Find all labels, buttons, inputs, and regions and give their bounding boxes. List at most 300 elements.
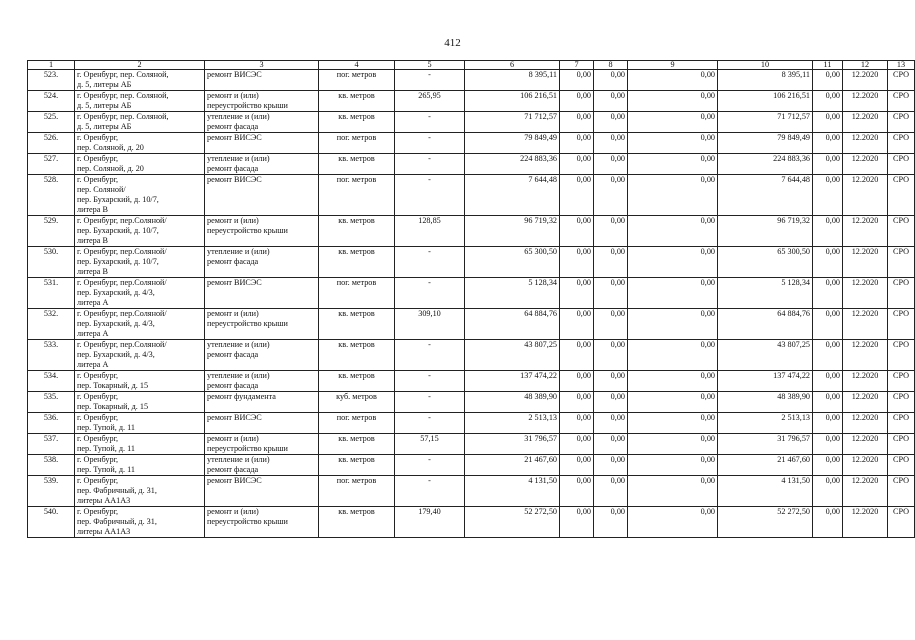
cost-cell-7: 0,00 <box>560 112 594 133</box>
cost-cell-10: 106 216,51 <box>718 91 813 112</box>
table-row <box>28 175 915 216</box>
address-cell-line: пер. Бухарский, д. 4/3, <box>77 319 155 328</box>
quantity-cell: - <box>395 133 465 154</box>
cost-cell-11: 0,00 <box>813 476 843 507</box>
work-type-cell <box>205 278 319 309</box>
work-type-cell-line: утепление и (или) <box>207 340 270 349</box>
row-number: 524. <box>28 91 75 112</box>
completion-date-cell: 12.2020 <box>843 278 888 309</box>
quantity-cell: 128,85 <box>395 216 465 247</box>
quantity-cell: - <box>395 278 465 309</box>
work-type-cell-line: ремонт и (или) <box>207 507 259 516</box>
work-type-cell-line: утепление и (или) <box>207 154 270 163</box>
column-header: 7 <box>560 61 594 70</box>
quantity-cell: - <box>395 112 465 133</box>
cost-cell-9: 0,00 <box>628 413 718 434</box>
cost-cell-10: 52 272,50 <box>718 507 813 538</box>
work-type-cell-line: утепление и (или) <box>207 455 270 464</box>
cost-cell-7: 0,00 <box>560 154 594 175</box>
address-cell-line: г. Оренбург, пер.Соляной/ <box>77 278 167 287</box>
address-cell-line: литеры АА1А3 <box>77 496 131 505</box>
cost-cell-7: 0,00 <box>560 309 594 340</box>
source-cell: СРО <box>888 434 915 455</box>
cost-cell-9: 0,00 <box>628 434 718 455</box>
completion-date-cell: 12.2020 <box>843 434 888 455</box>
total-cost-cell: 48 389,90 <box>465 392 560 413</box>
row-number: 531. <box>28 278 75 309</box>
work-type-cell-line: ремонт ВИСЭС <box>207 476 262 485</box>
cost-cell-7: 0,00 <box>560 413 594 434</box>
cost-cell-8: 0,00 <box>594 216 628 247</box>
source-cell: СРО <box>888 340 915 371</box>
unit-cell: кв. метров <box>319 455 395 476</box>
cost-cell-10: 4 131,50 <box>718 476 813 507</box>
work-type-cell <box>205 70 319 91</box>
address-cell-line: пер. Токарный, д. 15 <box>77 381 149 390</box>
total-cost-cell: 65 300,50 <box>465 247 560 278</box>
cost-cell-10: 64 884,76 <box>718 309 813 340</box>
quantity-cell: - <box>395 371 465 392</box>
address-cell-line: литера А <box>77 360 109 369</box>
work-type-cell <box>205 112 319 133</box>
work-type-cell-line: ремонт фасада <box>207 257 259 266</box>
cost-cell-9: 0,00 <box>628 112 718 133</box>
unit-cell: пог. метров <box>319 70 395 91</box>
quantity-cell: 265,95 <box>395 91 465 112</box>
address-cell-line: литера А <box>77 298 109 307</box>
address-cell-line: г. Оренбург, <box>77 413 119 422</box>
cost-cell-10: 137 474,22 <box>718 371 813 392</box>
address-cell-line: г. Оренбург, пер. Соляной, <box>77 112 169 121</box>
work-type-cell-line: ремонт ВИСЭС <box>207 413 262 422</box>
address-cell-line: пер. Фабричный, д. 31, <box>77 486 157 495</box>
row-number: 539. <box>28 476 75 507</box>
work-type-cell <box>205 175 319 216</box>
work-type-cell <box>205 392 319 413</box>
cost-cell-10: 5 128,34 <box>718 278 813 309</box>
address-cell-line: г. Оренбург, пер. Соляной, <box>77 91 169 100</box>
table-row <box>28 247 915 278</box>
cost-cell-11: 0,00 <box>813 175 843 216</box>
source-cell: СРО <box>888 216 915 247</box>
cost-cell-8: 0,00 <box>594 476 628 507</box>
table-row <box>28 278 915 309</box>
row-number: 535. <box>28 392 75 413</box>
column-header: 6 <box>465 61 560 70</box>
address-cell-line: г. Оренбург, <box>77 371 119 380</box>
address-cell-line: пер. Бухарский, д. 4/3, <box>77 350 155 359</box>
table-row <box>28 413 915 434</box>
cost-cell-9: 0,00 <box>628 309 718 340</box>
cost-cell-11: 0,00 <box>813 413 843 434</box>
cost-cell-8: 0,00 <box>594 340 628 371</box>
cost-cell-9: 0,00 <box>628 476 718 507</box>
cost-cell-9: 0,00 <box>628 371 718 392</box>
address-cell-line: пер. Тупой, д. 11 <box>77 465 135 474</box>
completion-date-cell: 12.2020 <box>843 91 888 112</box>
cost-cell-7: 0,00 <box>560 133 594 154</box>
cost-cell-7: 0,00 <box>560 371 594 392</box>
work-type-cell-line: ремонт ВИСЭС <box>207 133 262 142</box>
work-type-cell-line: ремонт и (или) <box>207 434 259 443</box>
cost-cell-8: 0,00 <box>594 371 628 392</box>
address-cell-line: д. 5, литеры АБ <box>77 122 132 131</box>
unit-cell: кв. метров <box>319 112 395 133</box>
table-row <box>28 392 915 413</box>
address-cell <box>75 112 205 133</box>
address-cell-line: литера В <box>77 236 108 245</box>
column-header: 5 <box>395 61 465 70</box>
cost-cell-8: 0,00 <box>594 154 628 175</box>
work-type-cell <box>205 340 319 371</box>
row-number: 523. <box>28 70 75 91</box>
table-body <box>28 70 915 538</box>
total-cost-cell: 31 796,57 <box>465 434 560 455</box>
cost-cell-10: 65 300,50 <box>718 247 813 278</box>
address-cell-line: пер. Бухарский, д. 10/7, <box>77 226 159 235</box>
completion-date-cell: 12.2020 <box>843 455 888 476</box>
source-cell: СРО <box>888 154 915 175</box>
address-cell <box>75 70 205 91</box>
address-cell-line: г. Оренбург, <box>77 476 119 485</box>
address-cell-line: г. Оренбург, <box>77 133 119 142</box>
unit-cell: кв. метров <box>319 154 395 175</box>
work-type-cell <box>205 507 319 538</box>
address-cell-line: д. 5, литеры АБ <box>77 101 132 110</box>
quantity-cell: 179,40 <box>395 507 465 538</box>
cost-cell-10: 21 467,60 <box>718 455 813 476</box>
completion-date-cell: 12.2020 <box>843 340 888 371</box>
total-cost-cell: 21 467,60 <box>465 455 560 476</box>
unit-cell: пог. метров <box>319 278 395 309</box>
address-cell <box>75 371 205 392</box>
address-cell <box>75 91 205 112</box>
total-cost-cell: 64 884,76 <box>465 309 560 340</box>
address-cell-line: пер. Токарный, д. 15 <box>77 402 149 411</box>
row-number: 528. <box>28 175 75 216</box>
work-type-cell-line: ремонт ВИСЭС <box>207 175 262 184</box>
work-type-cell-line: ремонт фундамента <box>207 392 276 401</box>
completion-date-cell: 12.2020 <box>843 392 888 413</box>
cost-cell-10: 48 389,90 <box>718 392 813 413</box>
source-cell: СРО <box>888 507 915 538</box>
address-cell <box>75 507 205 538</box>
column-number-row <box>28 61 915 70</box>
table-row <box>28 133 915 154</box>
cost-cell-9: 0,00 <box>628 154 718 175</box>
cost-cell-9: 0,00 <box>628 70 718 91</box>
address-cell <box>75 175 205 216</box>
cost-cell-8: 0,00 <box>594 413 628 434</box>
cost-cell-7: 0,00 <box>560 175 594 216</box>
completion-date-cell: 12.2020 <box>843 247 888 278</box>
row-number: 538. <box>28 455 75 476</box>
cost-cell-11: 0,00 <box>813 216 843 247</box>
cost-cell-11: 0,00 <box>813 309 843 340</box>
row-number: 527. <box>28 154 75 175</box>
address-cell-line: г. Оренбург, <box>77 154 119 163</box>
work-type-cell <box>205 371 319 392</box>
work-type-cell <box>205 247 319 278</box>
address-cell <box>75 133 205 154</box>
total-cost-cell: 7 644,48 <box>465 175 560 216</box>
cost-cell-7: 0,00 <box>560 392 594 413</box>
unit-cell: пог. метров <box>319 413 395 434</box>
source-cell: СРО <box>888 476 915 507</box>
cost-cell-9: 0,00 <box>628 133 718 154</box>
cost-cell-9: 0,00 <box>628 507 718 538</box>
cost-cell-8: 0,00 <box>594 175 628 216</box>
cost-cell-7: 0,00 <box>560 340 594 371</box>
cost-cell-11: 0,00 <box>813 91 843 112</box>
column-header: 1 <box>28 61 75 70</box>
table-row <box>28 507 915 538</box>
address-cell <box>75 247 205 278</box>
cost-cell-7: 0,00 <box>560 476 594 507</box>
total-cost-cell: 52 272,50 <box>465 507 560 538</box>
total-cost-cell: 106 216,51 <box>465 91 560 112</box>
table-row <box>28 216 915 247</box>
cost-cell-8: 0,00 <box>594 392 628 413</box>
address-cell-line: г. Оренбург, пер.Соляной/ <box>77 216 167 225</box>
cost-cell-8: 0,00 <box>594 455 628 476</box>
total-cost-cell: 2 513,13 <box>465 413 560 434</box>
work-type-cell-line: ремонт фасада <box>207 164 259 173</box>
quantity-cell: - <box>395 175 465 216</box>
unit-cell: пог. метров <box>319 175 395 216</box>
column-header: 12 <box>843 61 888 70</box>
quantity-cell: 57,15 <box>395 434 465 455</box>
row-number: 540. <box>28 507 75 538</box>
row-number: 534. <box>28 371 75 392</box>
address-cell-line: г. Оренбург, <box>77 392 119 401</box>
column-header: 8 <box>594 61 628 70</box>
address-cell-line: г. Оренбург, <box>77 175 119 184</box>
address-cell-line: пер. Бухарский, д. 10/7, <box>77 257 159 266</box>
work-type-cell-line: переустройство крыши <box>207 101 288 110</box>
address-cell-line: пер. Бухарский, д. 4/3, <box>77 288 155 297</box>
table-row <box>28 154 915 175</box>
completion-date-cell: 12.2020 <box>843 112 888 133</box>
table-row <box>28 371 915 392</box>
column-header: 4 <box>319 61 395 70</box>
work-type-cell-line: переустройство крыши <box>207 517 288 526</box>
work-type-cell-line: утепление и (или) <box>207 247 270 256</box>
unit-cell: кв. метров <box>319 434 395 455</box>
work-type-cell-line: ремонт фасада <box>207 350 259 359</box>
work-type-cell-line: ремонт фасада <box>207 381 259 390</box>
address-cell-line: пер. Тупой, д. 11 <box>77 444 135 453</box>
work-type-cell <box>205 216 319 247</box>
table-row <box>28 91 915 112</box>
work-type-cell <box>205 133 319 154</box>
quantity-cell: - <box>395 392 465 413</box>
unit-cell: куб. метров <box>319 392 395 413</box>
source-cell: СРО <box>888 133 915 154</box>
cost-cell-10: 96 719,32 <box>718 216 813 247</box>
cost-cell-7: 0,00 <box>560 70 594 91</box>
cost-cell-11: 0,00 <box>813 507 843 538</box>
completion-date-cell: 12.2020 <box>843 133 888 154</box>
address-cell <box>75 392 205 413</box>
cost-cell-7: 0,00 <box>560 278 594 309</box>
cost-cell-9: 0,00 <box>628 455 718 476</box>
unit-cell: кв. метров <box>319 309 395 340</box>
address-cell-line: литера В <box>77 267 108 276</box>
total-cost-cell: 8 395,11 <box>465 70 560 91</box>
total-cost-cell: 43 807,25 <box>465 340 560 371</box>
work-type-cell-line: утепление и (или) <box>207 112 270 121</box>
address-cell-line: пер. Фабричный, д. 31, <box>77 517 157 526</box>
total-cost-cell: 137 474,22 <box>465 371 560 392</box>
cost-cell-11: 0,00 <box>813 371 843 392</box>
source-cell: СРО <box>888 455 915 476</box>
address-cell <box>75 216 205 247</box>
table-row <box>28 455 915 476</box>
work-type-cell-line: утепление и (или) <box>207 371 270 380</box>
address-cell <box>75 434 205 455</box>
address-cell <box>75 455 205 476</box>
total-cost-cell: 71 712,57 <box>465 112 560 133</box>
unit-cell: кв. метров <box>319 247 395 278</box>
cost-cell-11: 0,00 <box>813 455 843 476</box>
cost-cell-7: 0,00 <box>560 507 594 538</box>
cost-cell-11: 0,00 <box>813 133 843 154</box>
row-number: 533. <box>28 340 75 371</box>
completion-date-cell: 12.2020 <box>843 70 888 91</box>
completion-date-cell: 12.2020 <box>843 413 888 434</box>
work-type-cell <box>205 413 319 434</box>
cost-cell-10: 7 644,48 <box>718 175 813 216</box>
cost-cell-11: 0,00 <box>813 70 843 91</box>
total-cost-cell: 79 849,49 <box>465 133 560 154</box>
cost-cell-11: 0,00 <box>813 278 843 309</box>
source-cell: СРО <box>888 309 915 340</box>
source-cell: СРО <box>888 112 915 133</box>
quantity-cell: - <box>395 413 465 434</box>
quantity-cell: - <box>395 340 465 371</box>
cost-cell-9: 0,00 <box>628 247 718 278</box>
unit-cell: пог. метров <box>319 133 395 154</box>
cost-cell-7: 0,00 <box>560 434 594 455</box>
repair-program-table <box>27 60 915 538</box>
column-header: 3 <box>205 61 319 70</box>
address-cell <box>75 309 205 340</box>
work-type-cell-line: ремонт фасада <box>207 122 259 131</box>
cost-cell-10: 2 513,13 <box>718 413 813 434</box>
cost-cell-8: 0,00 <box>594 278 628 309</box>
address-cell-line: г. Оренбург, пер.Соляной/ <box>77 247 167 256</box>
cost-cell-9: 0,00 <box>628 175 718 216</box>
address-cell-line: д. 5, литеры АБ <box>77 80 132 89</box>
work-type-cell-line: переустройство крыши <box>207 226 288 235</box>
cost-cell-7: 0,00 <box>560 216 594 247</box>
column-header: 10 <box>718 61 813 70</box>
source-cell: СРО <box>888 371 915 392</box>
address-cell-line: г. Оренбург, <box>77 434 119 443</box>
total-cost-cell: 224 883,36 <box>465 154 560 175</box>
work-type-cell-line: ремонт и (или) <box>207 91 259 100</box>
work-type-cell-line: ремонт ВИСЭС <box>207 278 262 287</box>
address-cell-line: литера В <box>77 205 108 214</box>
cost-cell-7: 0,00 <box>560 247 594 278</box>
cost-cell-11: 0,00 <box>813 154 843 175</box>
work-type-cell <box>205 455 319 476</box>
unit-cell: кв. метров <box>319 91 395 112</box>
quantity-cell: - <box>395 476 465 507</box>
page-number: 412 <box>444 37 461 49</box>
row-number: 526. <box>28 133 75 154</box>
source-cell: СРО <box>888 278 915 309</box>
cost-cell-8: 0,00 <box>594 91 628 112</box>
cost-cell-8: 0,00 <box>594 247 628 278</box>
address-cell <box>75 476 205 507</box>
cost-cell-9: 0,00 <box>628 278 718 309</box>
address-cell-line: пер. Тупой, д. 11 <box>77 423 135 432</box>
cost-cell-8: 0,00 <box>594 70 628 91</box>
column-header: 9 <box>628 61 718 70</box>
cost-cell-9: 0,00 <box>628 216 718 247</box>
address-cell-line: пер. Соляной, д. 20 <box>77 164 144 173</box>
quantity-cell: - <box>395 154 465 175</box>
source-cell: СРО <box>888 70 915 91</box>
cost-cell-9: 0,00 <box>628 340 718 371</box>
work-type-cell <box>205 91 319 112</box>
source-cell: СРО <box>888 247 915 278</box>
cost-cell-8: 0,00 <box>594 133 628 154</box>
cost-cell-10: 8 395,11 <box>718 70 813 91</box>
cost-cell-11: 0,00 <box>813 112 843 133</box>
table-row <box>28 476 915 507</box>
cost-cell-10: 224 883,36 <box>718 154 813 175</box>
completion-date-cell: 12.2020 <box>843 216 888 247</box>
quantity-cell: - <box>395 70 465 91</box>
unit-cell: кв. метров <box>319 507 395 538</box>
address-cell-line: пер. Бухарский, д. 10/7, <box>77 195 159 204</box>
source-cell: СРО <box>888 413 915 434</box>
work-type-cell <box>205 476 319 507</box>
address-cell <box>75 154 205 175</box>
completion-date-cell: 12.2020 <box>843 371 888 392</box>
cost-cell-9: 0,00 <box>628 392 718 413</box>
cost-cell-11: 0,00 <box>813 340 843 371</box>
cost-cell-11: 0,00 <box>813 247 843 278</box>
source-cell: СРО <box>888 91 915 112</box>
cost-cell-7: 0,00 <box>560 91 594 112</box>
table-row <box>28 434 915 455</box>
work-type-cell <box>205 434 319 455</box>
quantity-cell: - <box>395 247 465 278</box>
unit-cell: пог. метров <box>319 476 395 507</box>
unit-cell: кв. метров <box>319 371 395 392</box>
work-type-cell-line: ремонт ВИСЭС <box>207 70 262 79</box>
row-number: 532. <box>28 309 75 340</box>
address-cell-line: литеры АА1А3 <box>77 527 131 536</box>
row-number: 537. <box>28 434 75 455</box>
cost-cell-11: 0,00 <box>813 434 843 455</box>
address-cell <box>75 278 205 309</box>
cost-cell-8: 0,00 <box>594 507 628 538</box>
cost-cell-10: 43 807,25 <box>718 340 813 371</box>
cost-cell-8: 0,00 <box>594 309 628 340</box>
cost-cell-7: 0,00 <box>560 455 594 476</box>
address-cell-line: г. Оренбург, <box>77 507 119 516</box>
cost-cell-10: 71 712,57 <box>718 112 813 133</box>
address-cell-line: г. Оренбург, пер. Соляной, <box>77 70 169 79</box>
work-type-cell-line: переустройство крыши <box>207 444 288 453</box>
address-cell <box>75 340 205 371</box>
unit-cell: кв. метров <box>319 340 395 371</box>
